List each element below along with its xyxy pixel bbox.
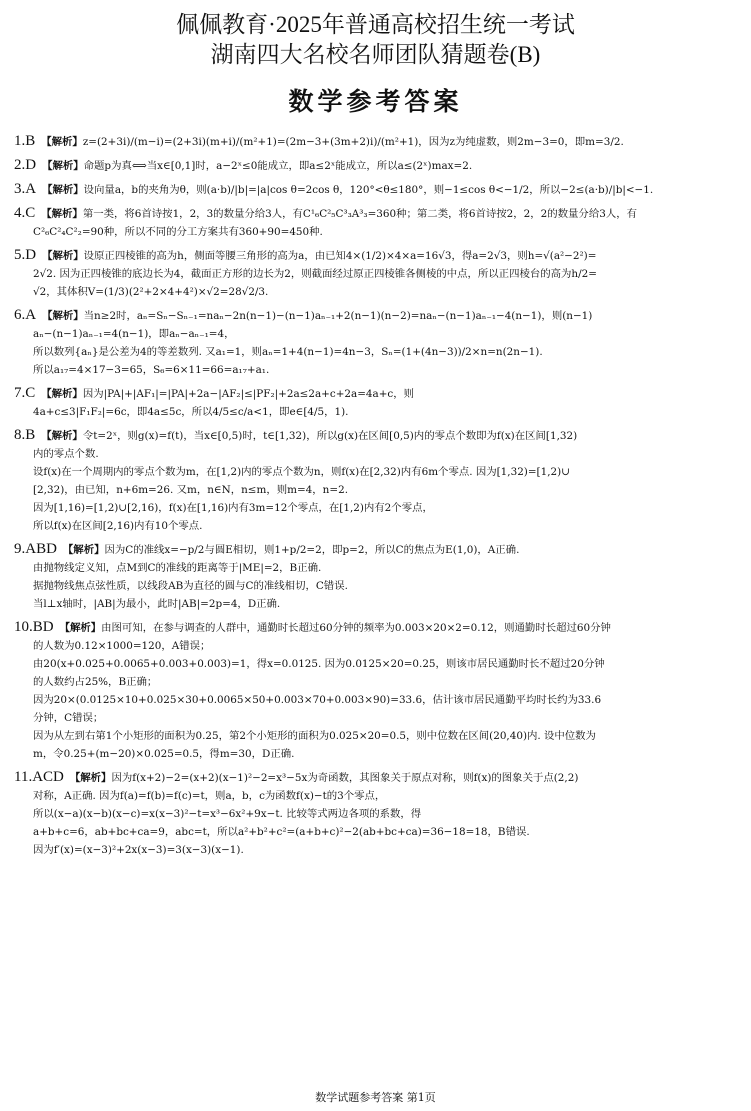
answer-line xyxy=(14,426,737,445)
answer-text: 当l⊥x轴时，|AB|为最小，此时|AB|=2p=4，D正确. xyxy=(33,598,281,610)
answer-text: 由抛物线定义知，点M到C的准线的距离等于|ME|=2，B正确. xyxy=(33,562,322,574)
analysis-tag: 【解析】 xyxy=(42,310,84,322)
answer-line xyxy=(14,283,737,301)
answer-line xyxy=(14,540,737,559)
analysis-tag: 【解析】 xyxy=(59,622,102,634)
answer-text: 内的零点个数. xyxy=(33,448,99,460)
answer-text: aₙ−(n−1)aₙ₋₁=4(n−1)，即aₙ−aₙ₋₁=4， xyxy=(33,328,235,340)
answer-line xyxy=(14,223,737,241)
answer-text: 设f(x)在一个周期内的零点个数为m，在[1,2)内的零点个数为n，则f(x)在[2,32)内有6m个零点. 因为[1,32)=[1,2)∪ xyxy=(33,466,570,478)
answer-text: z=(2+3i)/(m−i)=(2+3i)(m+i)/(m²+1)=(2m−3+(3m+2)i)/(m²+1)，因为z为纯虚数，则2m−3=0，即m=3/2. xyxy=(82,136,624,148)
answer-text: 因为f(x+2)−2=(x+2)(x−1)²−2=x³−5x为奇函数，其图象关于原点对称，则f(x)的图象关于点(2,2) xyxy=(111,772,579,784)
answer-text: 设原正四棱锥的高为h，侧面等腰三角形的高为a，由已知4×(1/2)×4×a=16√3，得a=2√3，则h=√(a²−2²)= xyxy=(83,250,597,262)
answer-line xyxy=(14,823,737,841)
answer-number: 8.B xyxy=(14,427,36,443)
answer-line xyxy=(14,265,737,283)
answer-text: 令t=2ˣ，则g(x)=f(t)，当x∈[0,5)时，t∈[1,32)，所以g(x)在区间[0,5)内的零点个数即为f(x)在区间[1,32) xyxy=(82,430,578,442)
answer-item xyxy=(14,156,737,175)
answer-item xyxy=(14,618,737,763)
page-title: 数学参考答案 xyxy=(288,87,463,116)
answer-text: 所以f(x)在区间[2,16)内有10个零点. xyxy=(33,520,203,532)
answer-text: 的人数约占25%，B正确； xyxy=(33,676,158,688)
answer-line xyxy=(14,204,737,223)
analysis-tag: 【解析】 xyxy=(42,184,84,196)
answer-line xyxy=(14,361,737,379)
answer-text: 据抛物线焦点弦性质，以线段AB为直径的圆与C的准线相切，C错误. xyxy=(33,580,348,592)
analysis-tag: 【解析】 xyxy=(41,208,83,220)
answer-number: 3.A xyxy=(14,181,37,197)
answer-line xyxy=(14,577,737,595)
answer-number: 10.BD xyxy=(14,619,54,635)
answer-number: 7.C xyxy=(14,385,36,401)
answer-text: 所以a₁₇=4×17−3=65，S₆=6×11=66=a₁₇+a₁. xyxy=(33,364,270,376)
answer-line xyxy=(14,325,737,343)
analysis-tag: 【解析】 xyxy=(62,544,105,556)
answer-item xyxy=(14,204,737,241)
answer-line xyxy=(14,306,737,325)
answer-text: 所以(x−a)(x−b)(x−c)=x(x−3)²−t=x³−6x²+9x−t. 比较等式两边各项的系数，得 xyxy=(33,808,422,820)
answer-line xyxy=(14,384,737,403)
answer-text: 2√2. 因为正四棱锥的底边长为4，截面正方形的边长为2，则截面经过原正四棱锥各侧棱的中点，所以正四棱台的高为h/2= xyxy=(33,268,597,280)
answer-text: C²₆C²₄C²₂=90种，所以不同的分工方案共有360+90=450种. xyxy=(33,226,323,238)
answer-text: √2，其体积V=(1/3)(2²+2×4+4²)×√2=28√2/3. xyxy=(33,286,269,298)
answer-line xyxy=(14,709,737,727)
answer-line xyxy=(14,156,737,175)
answer-item xyxy=(14,180,737,199)
answer-line xyxy=(14,787,737,805)
answer-text: [2,32)，由已知，n+6m=26. 又m，n∈N，n≤m，则m=4，n=2. xyxy=(33,484,348,496)
answer-number: 2.D xyxy=(14,157,37,173)
analysis-tag: 【解析】 xyxy=(42,160,84,172)
answer-line xyxy=(14,481,737,499)
answer-line xyxy=(14,132,737,151)
answer-line xyxy=(14,445,737,463)
answer-text: 第一类，将6首诗按1，2，3的数量分给3人，有C¹₆C²₅C³₃A³₃=360种；第二类，将6首诗按2，2，2的数量分给3人，有 xyxy=(82,208,637,220)
answer-item xyxy=(14,426,737,535)
analysis-tag: 【解析】 xyxy=(41,136,83,148)
answer-line xyxy=(14,499,737,517)
answer-text: m，令0.25+(m−20)×0.025=0.5，得m=30，D正确. xyxy=(33,748,295,760)
answer-text: a+b+c=6，ab+bc+ca=9，abc=t，所以a²+b²+c²=(a+b+c)²−2(ab+bc+ca)=36−18=18，B错误. xyxy=(33,826,530,838)
exam-header xyxy=(14,10,737,70)
answer-line xyxy=(14,343,737,361)
answer-text: 因为|PA|+|AF₁|=|PA|+2a−|AF₂|≤|PF₂|+2a≤2a+c+2a=4a+c，则 xyxy=(82,388,415,400)
analysis-tag: 【解析】 xyxy=(69,772,112,784)
answer-text: 因为20×(0.0125×10+0.025×30+0.0065×50+0.003×70+0.003×90)=33.6，估计该市居民通勤平均时长约为33.6 xyxy=(33,694,602,706)
page-footer: 数学试题参考答案 第1页 xyxy=(315,1091,436,1104)
answer-text: 因为f′(x)=(x−3)²+2x(x−3)=3(x−3)(x−1). xyxy=(33,844,244,856)
answer-line xyxy=(14,180,737,199)
answer-text: 因为C的准线x=−p/2与圆E相切，则1+p/2=2，即p=2，所以C的焦点为E(1,0)，A正确. xyxy=(104,544,520,556)
answer-number: 6.A xyxy=(14,307,37,323)
answer-text: 所以数列{aₙ}是公差为4的等差数列. 又a₁=1，则aₙ=1+4(n−1)=4n−3，Sₙ=(1+(4n−3))/2×n=n(2n−1). xyxy=(33,346,543,358)
answer-line xyxy=(14,673,737,691)
answer-text: 设向量a，b的夹角为θ，则(a·b)/|b|=|a|cos θ=2cos θ，120°<θ≤180°，则−1≤cos θ<−1/2，所以−2≤(a·b)/|b|<−1. xyxy=(83,184,654,196)
answer-item xyxy=(14,306,737,379)
answer-line xyxy=(14,559,737,577)
answer-text: 4a+c≤3|F₁F₂|=6c，即4a≤5c，所以4/5≤c/a<1，即e∈[4/5，1). xyxy=(33,406,349,418)
answer-line xyxy=(14,637,737,655)
answer-line xyxy=(14,463,737,481)
analysis-tag: 【解析】 xyxy=(41,388,83,400)
answer-number: 4.C xyxy=(14,205,36,221)
answer-item xyxy=(14,768,737,859)
answer-line xyxy=(14,655,737,673)
answer-item xyxy=(14,540,737,613)
answer-line xyxy=(14,841,737,859)
analysis-tag: 【解析】 xyxy=(42,250,84,262)
answer-line xyxy=(14,517,737,535)
exam-header-line1: 佩佩教育·2025年普通高校招生统一考试 xyxy=(176,12,575,37)
answer-text: 因为从左到右第1个小矩形的面积为0.25，第2个小矩形的面积为0.025×20=0.5，则中位数在区间(20,40)内. 设中位数为 xyxy=(33,730,596,742)
answer-text: 当n≥2时，aₙ=Sₙ−Sₙ₋₁=naₙ−2n(n−1)−(n−1)aₙ₋₁+2(n−1)(n−2)=naₙ−(n−1)aₙ₋₁−4(n−1)，则(n−1) xyxy=(83,310,593,322)
answer-text: 分钟，C错误； xyxy=(33,712,104,724)
answer-list xyxy=(14,132,737,859)
exam-header-line2: 湖南四大名校名师团队猜题卷(B) xyxy=(210,42,541,67)
answer-line xyxy=(14,691,737,709)
answer-text: 的人数为0.12×1000=120，A错误； xyxy=(33,640,211,652)
answer-line xyxy=(14,403,737,421)
answer-line xyxy=(14,745,737,763)
answer-number: 11.ACD xyxy=(14,769,64,785)
answer-line xyxy=(14,246,737,265)
answer-text: 由图可知，在参与调查的人群中，通勤时长超过60分钟的频率为0.003×20×2=0.12，则通勤时长超过60分钟 xyxy=(101,622,611,634)
answer-text: 对称，A正确. 因为f(a)=f(b)=f(c)=t，则a，b，c为函数f(x)−t的3个零点， xyxy=(33,790,386,802)
answer-line xyxy=(14,805,737,823)
answer-line xyxy=(14,618,737,637)
answer-number: 9.ABD xyxy=(14,541,57,557)
answer-text: 因为[1,16)=[1,2)∪[2,16)，f(x)在[1,16)内有3m=12个零点，在[1,2)内有2个零点， xyxy=(33,502,433,514)
answer-text: 由20(x+0.025+0.0065+0.003+0.003)=1，得x=0.0125. 因为0.0125×20=0.25，则该市居民通勤时长不超过20分钟 xyxy=(33,658,605,670)
answer-line xyxy=(14,727,737,745)
answer-item xyxy=(14,132,737,151)
answer-item xyxy=(14,246,737,301)
answer-line xyxy=(14,595,737,613)
analysis-tag: 【解析】 xyxy=(41,430,83,442)
answer-number: 1.B xyxy=(14,133,36,149)
answer-number: 5.D xyxy=(14,247,37,263)
answer-item xyxy=(14,384,737,421)
answer-text: 命题p为真⟺当x∈[0,1]时，a−2ˣ≤0能成立，即a≤2ˣ能成立，所以a≤(2ˣ)max=2. xyxy=(83,160,473,172)
answer-line xyxy=(14,768,737,787)
